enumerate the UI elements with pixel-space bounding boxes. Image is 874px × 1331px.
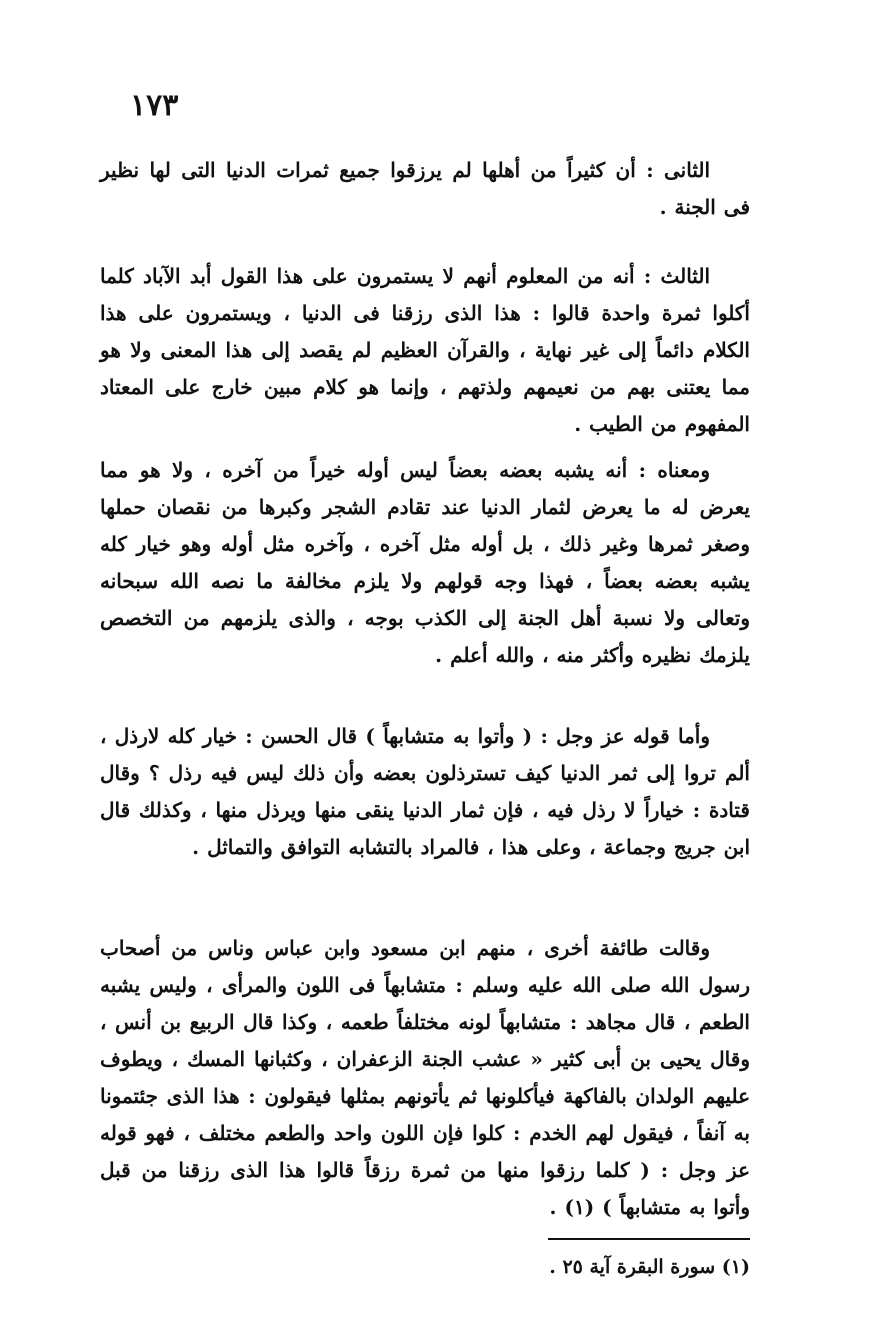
paragraph-text: الثانى : أن كثيراً من أهلها لم يرزقوا جميع ثمرات الدنيا التى لها نظير فى الجنة .	[100, 158, 750, 219]
paragraph-text: الثالث : أنه من المعلوم أنهم لا يستمرون على هذا القول أبد الآباد كلما أكلوا ثمرة واحدة قالوا : هذا الذى رزقنا فى الدنيا ، ويستمرون على هذا الكلام دائماً إلى غير نهاية ، والقرآن العظيم لم يقصد إلى هذا المعنى ولا هو مما يعتنى بهم من نعيمهم ولذتهم ، وإنما هو كلام مبين خارج على المعتاد المفهوم من الطيب .	[100, 264, 750, 436]
paragraph-second-point	[100, 152, 750, 226]
page-number: ١٧٣	[130, 88, 179, 123]
paragraph-third-point	[100, 258, 750, 443]
paragraph-other-group	[100, 930, 750, 1226]
footnote: (١) سورة البقرة آية ٢٥ .	[549, 1256, 750, 1278]
footnote-divider	[548, 1238, 750, 1240]
paragraph-text: وقالت طائفة أخرى ، منهم ابن مسعود وابن عباس وناس من أصحاب رسول الله صلى الله عليه وسلم : متشابهاً فى اللون والمرأى ، وليس يشبه الطعم ، قال مجاهد : متشابهاً لونه مختلفاً طعمه ، وكذا قال الربيع بن أنس ، وقال يحيى بن أبى كثير « عشب الجنة الزعفران ، وكثبانها المسك ، ويطوف عليهم الولدان بالفاكهة فيأكلونها ثم يأتونهم بمثلها فيقولون : هذا الذى جئتمونا به آنفاً ، فيقول لهم الخدم : كلوا فإن اللون واحد والطعم مختلف ، فهو قوله عز وجل : ( كلما رزقوا منها من ثمرة رزقاً قالوا هذا الذى رزقنا من قبل وأتوا به متشابهاً ) (١) .	[100, 936, 751, 1219]
paragraph-text: ومعناه : أنه يشبه بعضه بعضاً ليس أوله خيراً من آخره ، ولا هو مما يعرض له ما يعرض لثمار الدنيا عند تقادم الشجر وكبرها من نقصان حملها وصغر ثمرها وغير ذلك ، بل أوله مثل آخره ، وآخره مثل أوله وهو خيار كله يشبه بعضه بعضاً ، فهذا وجه قولهم ولا يلزم مخالفة ما نصه الله سبحانه وتعالى ولا نسبة أهل الجنة إلى الكذب بوجه ، والذى يلزمهم من التخصص يلزمك نظيره وأكثر منه ، والله أعلم .	[100, 458, 750, 667]
paragraph-quote-hasan	[100, 718, 750, 866]
paragraph-text: وأما قوله عز وجل : ( وأتوا به متشابهاً ) قال الحسن : خيار كله لارذل ، ألم تروا إلى ثمر الدنيا كيف تسترذلون بعضه وأن ذلك ليس فيه رذل ؟ وقال قتادة : خياراً لا رذل فيه ، فإن ثمار الدنيا ينقى منها ويرذل منها ، وكذلك قال ابن جريج وجماعة ، وعلى هذا ، فالمراد بالتشابه التوافق والتماثل .	[100, 724, 750, 859]
paragraph-meaning	[100, 452, 750, 674]
